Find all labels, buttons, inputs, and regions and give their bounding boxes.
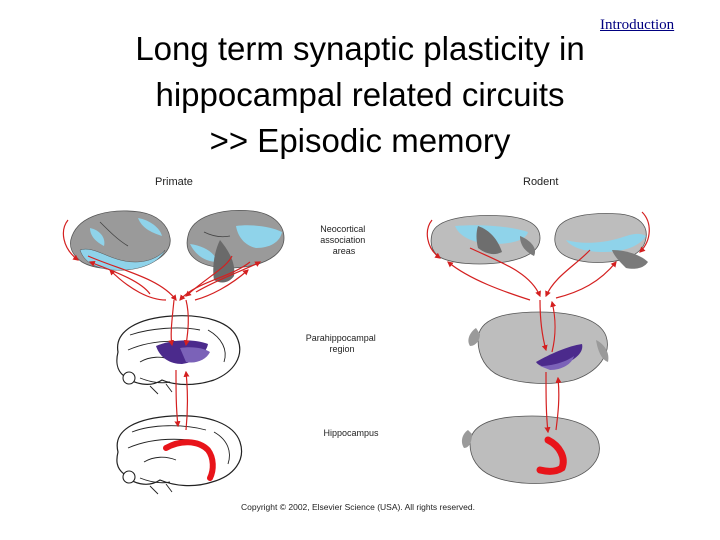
header-primate: Primate — [155, 176, 193, 188]
primate-brain-lateral — [70, 211, 170, 270]
title-line-3: >> Episodic memory — [209, 122, 511, 159]
primate-brain-middle — [117, 316, 240, 394]
copyright-notice: Copyright © 2002, Elsevier Science (USA). All rights reserved. — [241, 502, 475, 512]
rodent-brain-bottom — [462, 416, 599, 483]
label-neocortical-areas: Neocortical association areas — [320, 224, 366, 256]
title-line-1: Long term synaptic plasticity in — [135, 30, 585, 67]
label-hippocampus: Hippocampus — [323, 428, 379, 438]
rodent-brain-lateral — [431, 216, 540, 264]
rodent-brain-medial — [555, 214, 648, 269]
header-rodent: Rodent — [523, 176, 559, 188]
introduction-link[interactable]: Introduction — [600, 17, 675, 33]
primate-brain-medial — [187, 210, 284, 282]
title-line-2: hippocampal related circuits — [155, 76, 565, 113]
primate-brain-bottom — [117, 416, 242, 494]
rodent-brain-middle — [468, 312, 608, 383]
label-parahippocampal-region: Parahippocampal region — [305, 333, 376, 354]
